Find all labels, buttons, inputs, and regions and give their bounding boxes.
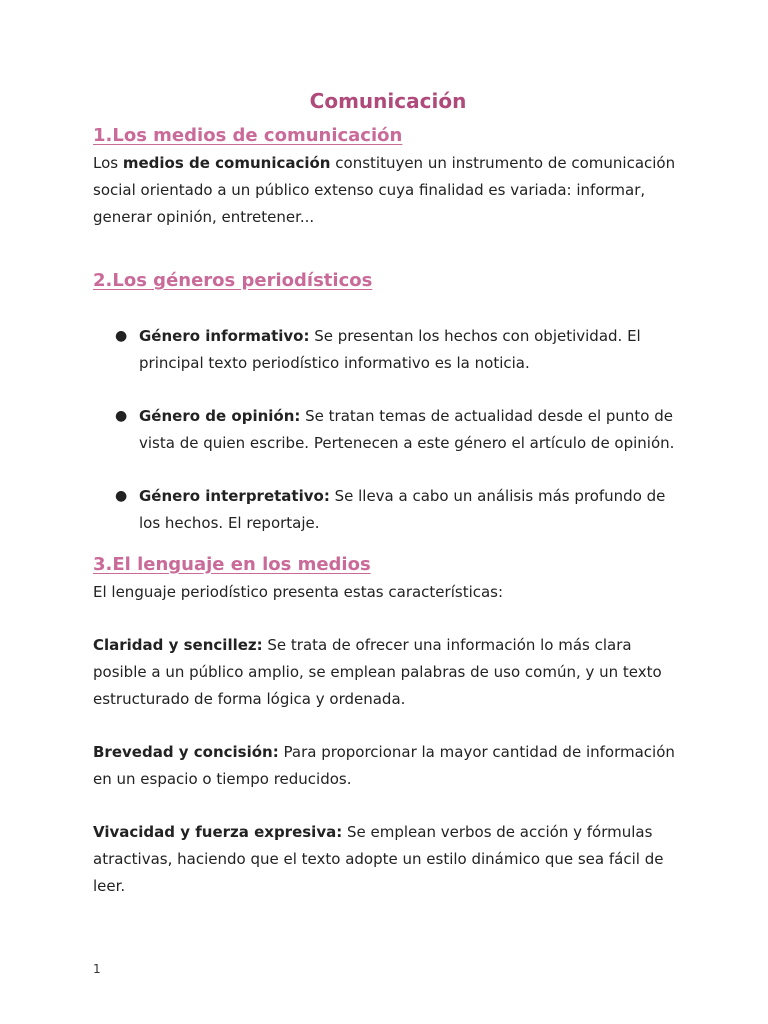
bold-term: Género interpretativo: <box>139 487 330 505</box>
list-item-text: Se lleva a cabo un análisis más profundo de los hechos. El reportaje. <box>139 487 666 532</box>
list-item <box>93 323 683 377</box>
characteristic-paragraph <box>93 739 683 793</box>
list-item <box>93 403 683 457</box>
document-page <box>93 86 683 900</box>
page-number: 1 <box>93 962 101 976</box>
list-item <box>93 483 683 537</box>
characteristic-paragraph <box>93 819 683 900</box>
bullet-icon: ● <box>115 488 128 504</box>
section-heading-lenguaje: 3.El lenguaje en los medios <box>93 554 371 575</box>
page-title: Comunicación <box>309 89 467 113</box>
paragraph-intro: El lenguaje periodístico presenta estas características: <box>93 583 504 601</box>
bold-term: Claridad y sencillez: <box>93 636 263 654</box>
paragraph-text: Se trata de ofrecer una información lo más clara posible a un público amplio, se emplean palabras de uso común, y un texto estructurado de forma lógica y ordenada. <box>93 636 662 708</box>
paragraph-text: constituyen un instrumento de comunicación social orientado a un público extenso cuya finalidad es variada: informar, generar opinión, entretener... <box>93 154 676 226</box>
list-item-text: Se presentan los hechos con objetividad. El principal texto periodístico informativo es la noticia. <box>139 327 641 372</box>
bold-term: medios de comunicación <box>122 154 331 172</box>
bold-term: Vivacidad y fuerza expresiva: <box>93 823 343 841</box>
bullet-icon: ● <box>115 408 128 424</box>
bold-term: Brevedad y concisión: <box>93 743 279 761</box>
bold-term: Género de opinión: <box>139 407 301 425</box>
bold-term: Género informativo: <box>139 327 310 345</box>
paragraph-text: Para proporcionar la mayor cantidad de información en un espacio o tiempo reducidos. <box>93 743 675 788</box>
section-heading-medios: 1.Los medios de comunicación <box>93 125 403 146</box>
paragraph-medios <box>93 150 683 231</box>
section-heading-generos: 2.Los géneros periodísticos <box>93 270 373 291</box>
list-item-text: Se tratan temas de actualidad desde el punto de vista de quien escribe. Pertenecen a este género el artículo de opinión. <box>139 407 675 452</box>
generos-list <box>93 323 683 537</box>
bullet-icon: ● <box>115 328 128 344</box>
paragraph-text: Los <box>93 154 123 172</box>
paragraph-text: Se emplean verbos de acción y fórmulas atractivas, haciendo que el texto adopte un estilo dinámico que sea fácil de leer. <box>93 823 664 895</box>
characteristic-paragraph <box>93 632 683 713</box>
